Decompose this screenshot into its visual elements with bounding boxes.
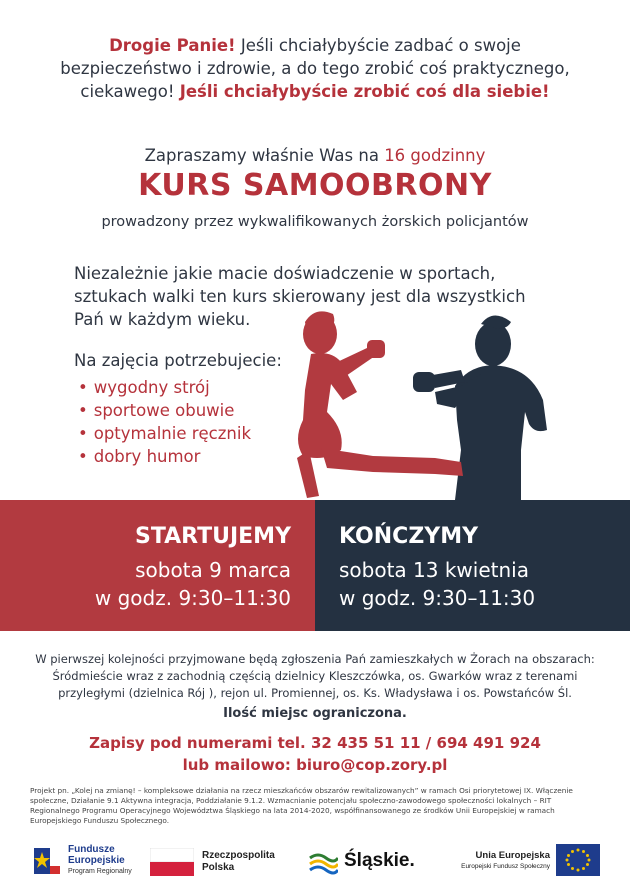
intro-text <box>60 34 570 103</box>
end-box <box>315 500 630 631</box>
start-date: sobota 9 marca <box>135 558 291 582</box>
self-defense-illustration <box>285 300 570 500</box>
rp-line2: Polska <box>202 862 235 873</box>
info-line: przyległymi (dzielnica Rój ), rejon ul. Promiennej, os. Ks. Władysława i os. Powstańców Śl. <box>58 686 572 700</box>
unia-europejska-logo <box>458 844 600 880</box>
course-subtitle: prowadzony przez wykwalifikowanych żorskich policjantów <box>101 214 529 230</box>
needs-heading: Na zajęcia potrzebujecie: <box>74 351 282 370</box>
polish-flag-icon <box>150 848 194 876</box>
ue-line2: Europejski Fundusz Społeczny <box>461 863 550 870</box>
contact-info <box>20 732 610 776</box>
start-heading: STARTUJEMY <box>134 524 291 549</box>
intro-emphasis: Jeśli chciałybyście zrobić coś dla siebie! <box>179 82 550 101</box>
slaskie-logo <box>308 848 438 878</box>
project-footnote: Projekt pn. „Kolej na zmianę! – kompleksowe działania na rzecz mieszkańców obszarów rewitalizowanych” w ramach Osi priorytetowej IX. Włączenie społeczne, Działanie 9.1 Aktywna integracja, Poddziałanie 9.1.2. Wzmacnianie potencjału społeczno-zawodowego społeczności lokalnych – RIT Regionalnego Programu Operacyjnego Województwa Śląskiego na lata 2014-2020, współfinansowanego ze środków Unii Europejskiej w ramach Europejskiego Funduszu Społecznego. <box>30 786 573 825</box>
rzeczpospolita-polska-logo <box>150 848 300 878</box>
info-line: W pierwszej kolejności przyjmowane będą zgłoszenia Pań zamieszkałych w Żorach na obszarach: <box>35 652 595 666</box>
needs-item: • optymalnie ręcznik <box>78 422 251 445</box>
slaskie-waves-icon <box>308 850 338 876</box>
slaskie-text: Śląskie. <box>344 850 415 871</box>
needs-item: • sportowe obuwie <box>78 399 251 422</box>
eu-flag-icon <box>556 844 600 876</box>
info-line: Śródmieście wraz z zachodnią częścią dzielnicy Kleszczówka, os. Gwarków wraz z terenami <box>52 669 578 683</box>
limited-places-note: Ilość miejsc ograniczona. <box>223 706 407 721</box>
course-title: KURS SAMOOBRONY <box>138 168 492 203</box>
end-date: sobota 13 kwietnia <box>339 558 529 582</box>
intro-greeting: Drogie Panie! <box>109 36 236 55</box>
end-heading: KOŃCZYMY <box>339 524 479 549</box>
invite-hours: 16 godzinny <box>384 146 486 165</box>
fe-line1: Fundusze <box>68 844 115 855</box>
eligibility-info <box>20 651 610 702</box>
needs-item: • wygodny strój <box>78 376 251 399</box>
intro-body: Jeśli chciałybyście zadbać o swoje bezpieczeństwo i zdrowie, a do tego zrobić coś praktycznego, ciekawego! <box>60 36 570 101</box>
funding-logos <box>30 842 600 882</box>
fundusze-europejskie-logo <box>30 844 170 880</box>
contact-email[interactable]: lub mailowo: biuro@cop.zory.pl <box>182 756 448 774</box>
needs-list <box>78 376 251 468</box>
rp-line1: Rzeczpospolita <box>202 850 275 861</box>
audience-paragraph: Niezależnie jakie macie doświadczenie w sportach, sztukach walki ten kurs skierowany jest dla wszystkich Pań w każdym wieku. <box>74 264 526 329</box>
fe-line2: Europejskie <box>68 855 125 866</box>
end-time: w godz. 9:30–11:30 <box>339 586 536 610</box>
fe-star-icon <box>30 844 64 878</box>
start-box <box>0 500 315 631</box>
ue-line1: Unia Europejska <box>475 850 550 861</box>
invite-line <box>40 146 590 165</box>
needs-item: • dobry humor <box>78 445 251 468</box>
fe-line3: Program Regionalny <box>68 868 132 875</box>
start-time: w godz. 9:30–11:30 <box>94 586 291 610</box>
invite-prefix: Zapraszamy właśnie Was na <box>144 146 385 165</box>
contact-phones: Zapisy pod numerami tel. 32 435 51 11 / 694 491 924 <box>89 734 541 752</box>
